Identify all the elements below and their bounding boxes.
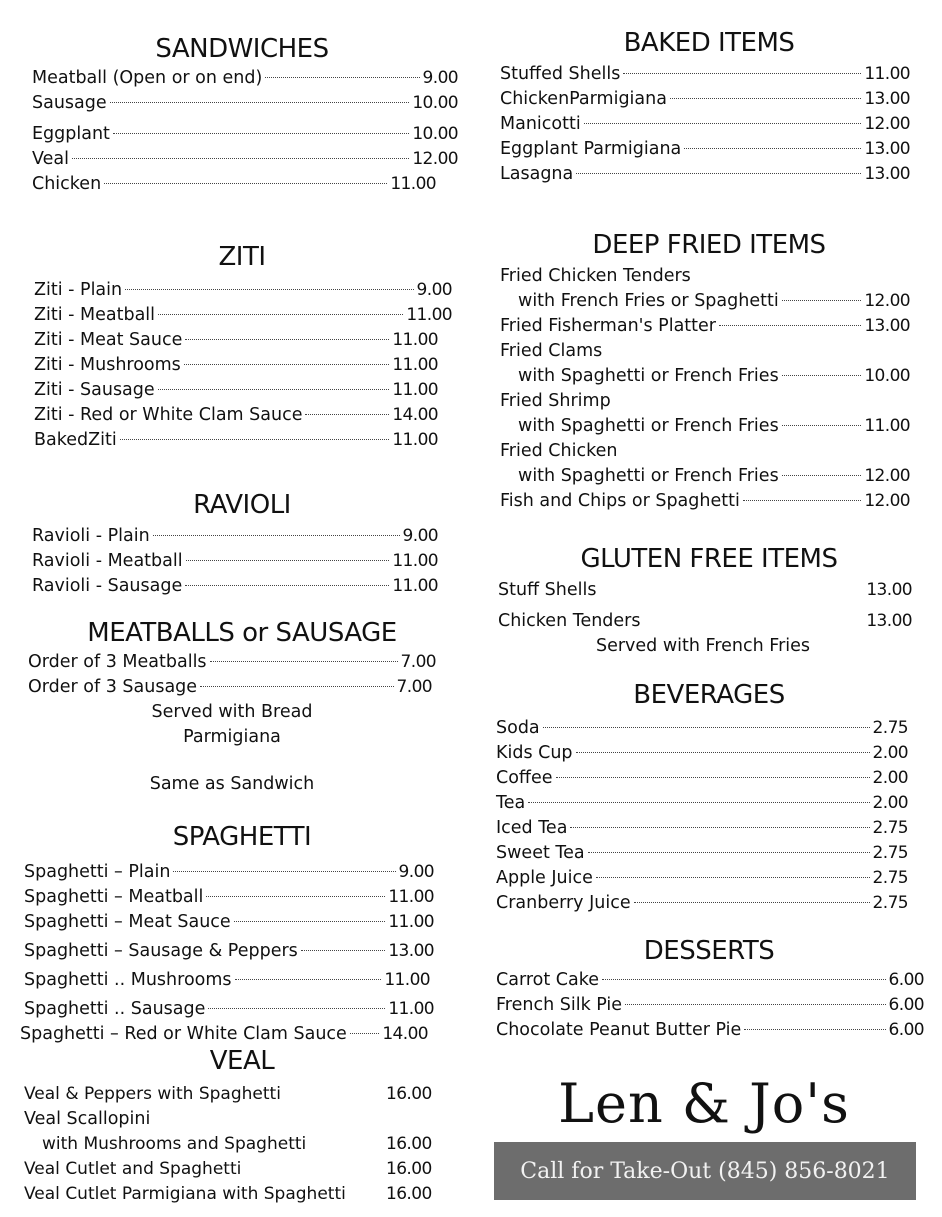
item-price: 16.00: [386, 1134, 432, 1154]
item-price: 11.00: [392, 355, 438, 375]
item-name: Fish and Chips or Spaghetti: [500, 491, 740, 511]
veal-section: [22, 1046, 462, 1207]
item-price: 2.00: [872, 793, 908, 813]
item-price: 11.00: [392, 551, 438, 571]
item-name: Ziti - Sausage: [34, 380, 155, 400]
item-price: 11.00: [390, 174, 436, 194]
fried-subheading: Fried Chicken: [500, 441, 618, 461]
menu-item: [24, 1157, 436, 1182]
menu-item: [24, 1082, 436, 1107]
item-name: Veal Cutlet Parmigiana with Spaghetti: [24, 1184, 346, 1204]
menu-item: [24, 885, 434, 910]
menu-item: [500, 62, 910, 87]
item-name: ChickenParmigiana: [500, 89, 667, 109]
menu-item: [500, 364, 910, 389]
fried-subheading: Fried Chicken Tenders: [500, 266, 691, 286]
item-name: Cranberry Juice: [496, 893, 631, 913]
item-name: Stuff Shells: [498, 580, 597, 600]
item-name: Spaghetti – Sausage & Peppers: [24, 941, 298, 961]
item-price: 9.00: [422, 68, 458, 88]
menu-item: [34, 278, 452, 303]
fried-subheading: Fried Clams: [500, 341, 603, 361]
item-price: 13.00: [388, 941, 434, 961]
item-price: 7.00: [400, 652, 436, 672]
item-name: Ziti - Meatball: [34, 305, 156, 325]
item-price: 12.00: [864, 291, 910, 311]
item-name: Ravioli - Sausage: [32, 576, 183, 596]
menu-item: [32, 122, 458, 147]
menu-item: [24, 997, 434, 1022]
item-price: 2.75: [872, 718, 908, 738]
menu-item: [34, 428, 438, 453]
item-name: Chicken Tenders: [498, 611, 641, 631]
menu-item: [34, 378, 438, 403]
item-price: 2.75: [872, 868, 908, 888]
item-price: 14.00: [392, 405, 438, 425]
item-price: 11.00: [392, 576, 438, 596]
item-name: Meatball (Open or on end): [32, 68, 263, 88]
item-name: Spaghetti – Red or White Clam Sauce: [20, 1024, 347, 1044]
item-price: 13.00: [864, 164, 910, 184]
menu-item: [500, 162, 910, 187]
menu-item: [500, 314, 910, 339]
item-name: Spaghetti .. Sausage: [24, 999, 206, 1019]
ravioli-section: [22, 490, 462, 599]
item-price: 14.00: [382, 1024, 428, 1044]
item-name: Eggplant: [32, 124, 110, 144]
item-price: 16.00: [386, 1184, 432, 1204]
item-name: Ravioli - Meatball: [32, 551, 183, 571]
fried-heading: DEEP FRIED ITEMS: [592, 230, 826, 260]
gluten-heading: GLUTEN FREE ITEMS: [580, 544, 838, 574]
menu-item: [20, 1022, 428, 1047]
sandwiches-heading: SANDWICHES: [155, 34, 329, 64]
item-price: 11.00: [388, 887, 434, 907]
item-name: Coffee: [496, 768, 553, 788]
item-name: Order of 3 Sausage: [28, 677, 198, 697]
menu-item: [24, 939, 434, 964]
item-name: Spaghetti – Meat Sauce: [24, 912, 231, 932]
item-name: French Silk Pie: [496, 995, 623, 1015]
item-name: Chocolate Peanut Butter Pie: [496, 1020, 742, 1040]
meatballs-section: [22, 618, 462, 797]
meatballs-heading: MEATBALLS or SAUSAGE: [87, 618, 397, 648]
item-price: 11.00: [388, 912, 434, 932]
item-price: 9.00: [402, 526, 438, 546]
menu-item: [496, 791, 908, 816]
menu-item: [32, 524, 438, 549]
item-price: 13.00: [864, 316, 910, 336]
menu-item: [24, 910, 434, 935]
item-name: Eggplant Parmigiana: [500, 139, 682, 159]
item-name: Sausage: [32, 93, 107, 113]
menu-item: [24, 968, 430, 993]
item-name: Veal & Peppers with Spaghetti: [24, 1084, 281, 1104]
item-name: Ziti - Meat Sauce: [34, 330, 183, 350]
item-price: 9.00: [398, 862, 434, 882]
gluten-section: [494, 544, 924, 659]
menu-item: [496, 741, 908, 766]
desserts-heading: DESSERTS: [643, 936, 775, 966]
fried-subheading: Fried Shrimp: [500, 391, 611, 411]
menu-item: [496, 716, 908, 741]
menu-item: [28, 675, 432, 700]
item-price: 2.75: [872, 843, 908, 863]
menu-item: [24, 1182, 436, 1207]
item-name: Soda: [496, 718, 540, 738]
ravioli-heading: RAVIOLI: [193, 490, 291, 520]
veal-subheading: Veal Scallopini: [24, 1109, 151, 1129]
item-price: 11.00: [392, 330, 438, 350]
meatballs-note: Same as Sandwich: [149, 774, 315, 794]
ziti-heading: ZITI: [218, 242, 266, 272]
item-name: with Spaghetti or French Fries: [518, 466, 779, 486]
item-name: Sweet Tea: [496, 843, 585, 863]
desserts-section: [494, 936, 924, 1043]
restaurant-logo: Len & Jo's: [558, 1072, 850, 1135]
menu-item: [500, 489, 910, 514]
gluten-note: Served with French Fries: [595, 636, 811, 656]
menu-item: [34, 403, 438, 428]
item-price: 13.00: [866, 611, 912, 631]
item-price: 10.00: [864, 366, 910, 386]
item-name: Chicken: [32, 174, 102, 194]
item-price: 2.00: [872, 768, 908, 788]
item-name: Ziti - Plain: [34, 280, 123, 300]
item-price: 13.00: [864, 89, 910, 109]
item-price: 6.00: [888, 1020, 924, 1040]
item-price: 12.00: [412, 149, 458, 169]
item-name: BakedZiti: [34, 430, 117, 450]
item-price: 11.00: [864, 64, 910, 84]
menu-item: [496, 766, 908, 791]
item-price: 11.00: [406, 305, 452, 325]
menu-item: [496, 1018, 924, 1043]
item-price: 11.00: [864, 416, 910, 436]
item-price: 11.00: [392, 380, 438, 400]
item-price: 12.00: [864, 114, 910, 134]
spaghetti-section: [22, 822, 462, 1047]
item-price: 10.00: [412, 124, 458, 144]
menu-item: [24, 860, 434, 885]
item-name: Spaghetti .. Mushrooms: [24, 970, 232, 990]
item-price: 2.00: [872, 743, 908, 763]
menu-item: [32, 549, 438, 574]
item-name: Spaghetti – Meatball: [24, 887, 204, 907]
baked-heading: BAKED ITEMS: [623, 28, 795, 58]
sandwiches-section: [22, 34, 462, 197]
spaghetti-heading: SPAGHETTI: [172, 822, 312, 852]
item-name: with Mushrooms and Spaghetti: [42, 1134, 307, 1154]
menu-item: [32, 66, 458, 91]
menu-item: [500, 414, 910, 439]
item-price: 7.00: [396, 677, 432, 697]
item-price: 11.00: [392, 430, 438, 450]
menu-item: [34, 353, 438, 378]
item-name: with Spaghetti or French Fries: [518, 366, 779, 386]
baked-section: [494, 28, 924, 187]
item-price: 12.00: [864, 466, 910, 486]
item-name: Ravioli - Plain: [32, 526, 150, 546]
item-name: Spaghetti – Plain: [24, 862, 171, 882]
item-name: Stuffed Shells: [500, 64, 621, 84]
item-name: Ziti - Mushrooms: [34, 355, 181, 375]
menu-item: [498, 609, 912, 634]
menu-item: [498, 578, 912, 603]
item-name: with French Fries or Spaghetti: [518, 291, 779, 311]
menu-item: [34, 303, 452, 328]
menu-item: [24, 1132, 436, 1157]
item-price: 11.00: [384, 970, 430, 990]
item-name: Ziti - Red or White Clam Sauce: [34, 405, 303, 425]
item-price: 2.75: [872, 893, 908, 913]
menu-item: [500, 112, 910, 137]
menu-item: [32, 172, 436, 197]
item-price: 6.00: [888, 970, 924, 990]
veal-heading: VEAL: [209, 1046, 275, 1076]
menu-item: [496, 866, 908, 891]
item-price: 16.00: [386, 1159, 432, 1179]
item-name: Order of 3 Meatballs: [28, 652, 207, 672]
item-name: Apple Juice: [496, 868, 593, 888]
menu-item: [500, 87, 910, 112]
item-price: 6.00: [888, 995, 924, 1015]
menu-item: [32, 574, 438, 599]
item-price: 10.00: [412, 93, 458, 113]
item-price: 9.00: [416, 280, 452, 300]
beverages-section: [494, 680, 924, 916]
item-price: 13.00: [866, 580, 912, 600]
item-name: Veal: [32, 149, 69, 169]
item-name: with Spaghetti or French Fries: [518, 416, 779, 436]
menu-item: [496, 968, 924, 993]
item-name: Lasagna: [500, 164, 574, 184]
item-name: Veal Cutlet and Spaghetti: [24, 1159, 242, 1179]
menu-item: [500, 464, 910, 489]
menu-item: [500, 289, 910, 314]
meatballs-note: Served with Bread: [151, 702, 313, 722]
item-price: 13.00: [864, 139, 910, 159]
menu-item: [496, 993, 924, 1018]
ziti-section: [22, 242, 462, 453]
item-name: Tea: [496, 793, 526, 813]
menu-item: [500, 137, 910, 162]
item-price: 2.75: [872, 818, 908, 838]
item-price: 11.00: [388, 999, 434, 1019]
item-price: 12.00: [864, 491, 910, 511]
item-price: 16.00: [386, 1084, 432, 1104]
menu-item: [28, 650, 436, 675]
menu-item: [32, 147, 458, 172]
menu-item: [496, 841, 908, 866]
fried-section: [494, 230, 924, 514]
item-name: Manicotti: [500, 114, 581, 134]
item-name: Kids Cup: [496, 743, 573, 763]
item-name: Iced Tea: [496, 818, 568, 838]
menu-item: [496, 891, 908, 916]
menu-item: [34, 328, 438, 353]
meatballs-note: Parmigiana: [183, 727, 281, 747]
takeout-phone-banner[interactable]: Call for Take-Out (845) 856-8021: [494, 1142, 916, 1200]
menu-item: [496, 816, 908, 841]
beverages-heading: BEVERAGES: [633, 680, 785, 710]
item-name: Carrot Cake: [496, 970, 599, 990]
menu-item: [32, 91, 458, 116]
item-name: Fried Fisherman's Platter: [500, 316, 716, 336]
